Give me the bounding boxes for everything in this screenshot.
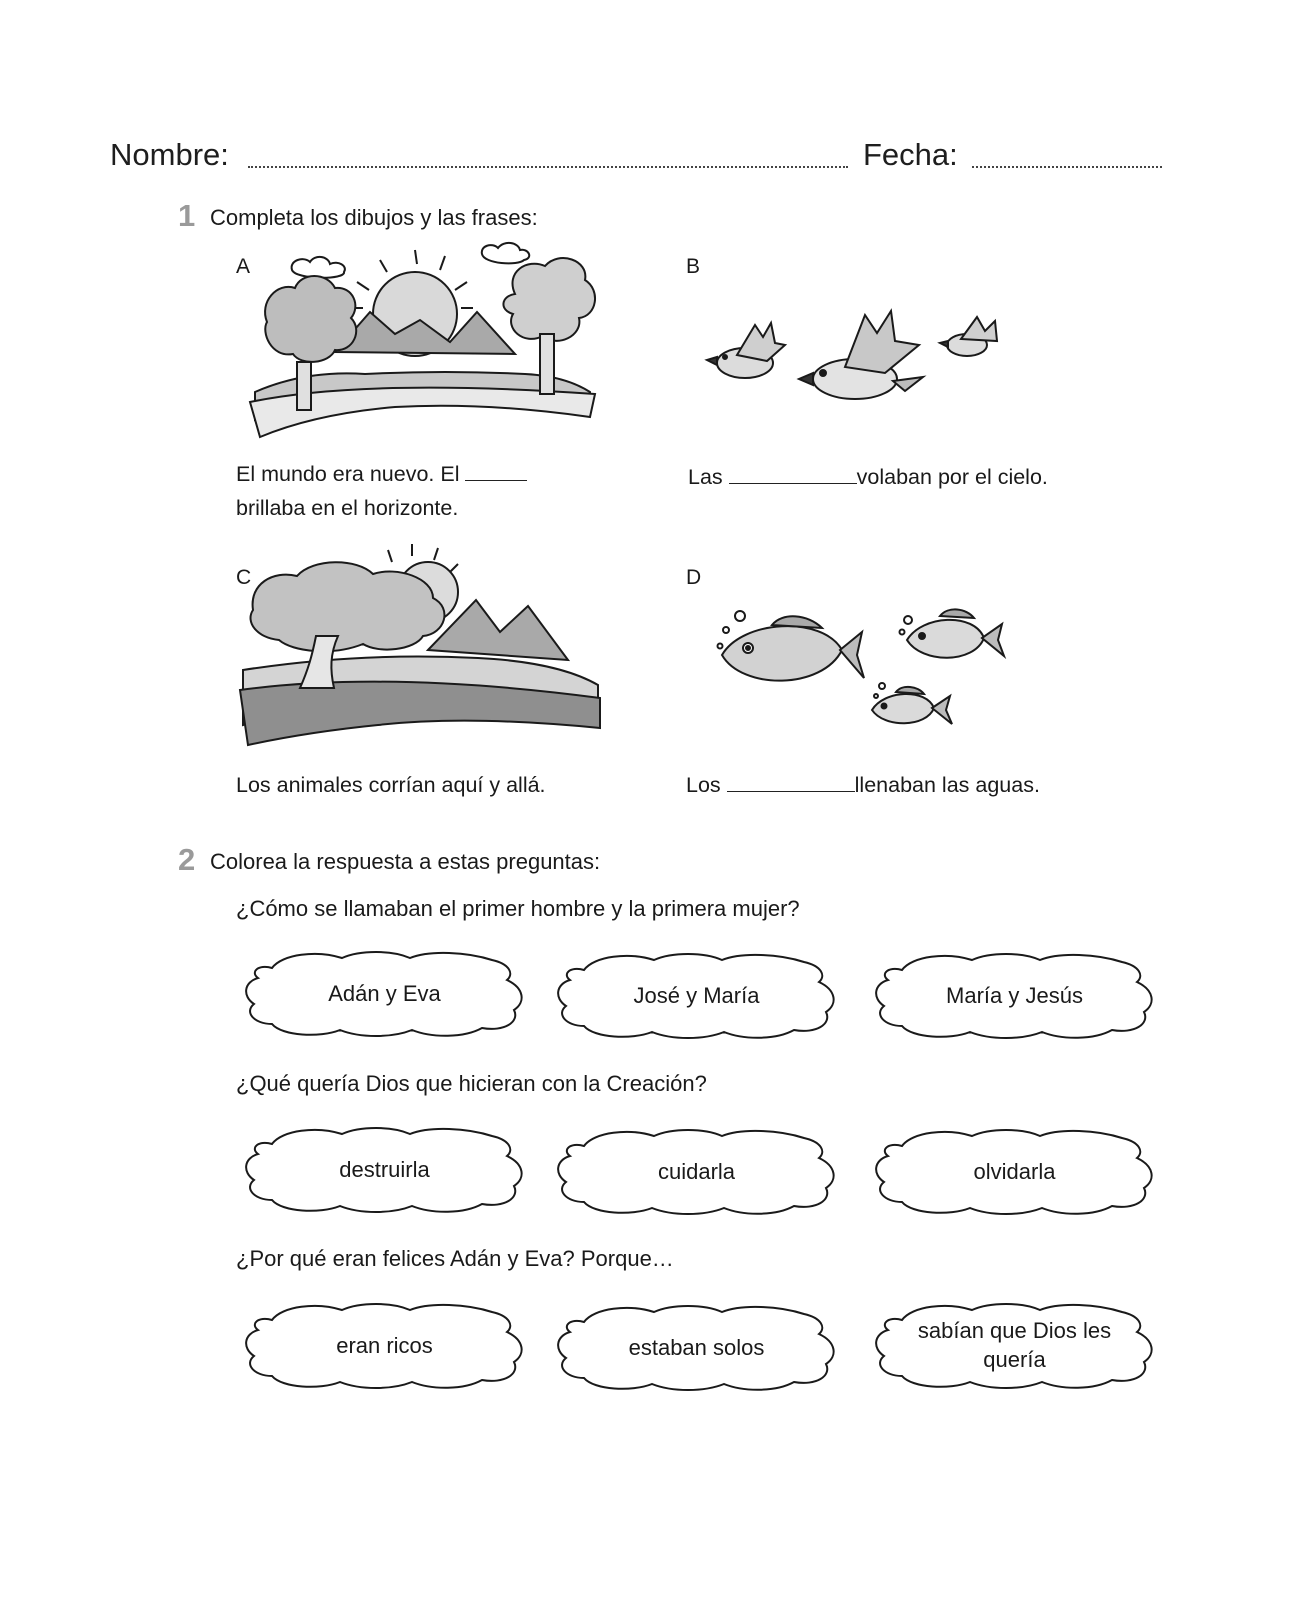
panel-a-letter: A <box>236 255 251 278</box>
answer-label: cuidarla <box>657 1158 736 1184</box>
exercise-2-number: 2 <box>178 842 196 877</box>
question-2-text: ¿Qué quería Dios que hicieran con la Creación? <box>236 1071 707 1096</box>
exercise-1-instruction: Completa los dibujos y las frases: <box>210 205 538 230</box>
panel-a-blank[interactable] <box>465 458 527 481</box>
panel-d-letter: D <box>686 566 702 589</box>
panel-a-sentence-line2: brillaba en el horizonte. <box>236 496 459 520</box>
question-1-text: ¿Cómo se llamaban el primer hombre y la primera mujer? <box>236 896 800 921</box>
sun-landscape-picture <box>245 242 600 437</box>
answer-label: eran ricos <box>336 1332 433 1358</box>
answer-label: destruirla <box>339 1156 430 1182</box>
panel-d-sentence <box>686 768 1040 802</box>
answer-cloud-3-2[interactable] <box>554 1302 839 1392</box>
answer-cloud-2-2[interactable] <box>554 1126 839 1216</box>
answer-label: sabían que Dios les quería <box>917 1318 1112 1372</box>
answer-label: María y Jesús <box>946 982 1083 1008</box>
panel-b-blank[interactable] <box>729 461 857 484</box>
answer-cloud-2-3[interactable] <box>872 1126 1157 1216</box>
exercise-2-instruction: Colorea la respuesta a estas preguntas: <box>210 849 601 874</box>
panel-d-blank[interactable] <box>727 769 855 792</box>
answer-cloud-1-1[interactable] <box>242 948 527 1038</box>
answer-label: José y María <box>633 982 760 1008</box>
name-label: Nombre: <box>110 137 229 172</box>
exercise-1-number: 1 <box>178 198 196 233</box>
panel-a-sentence-line1 <box>236 457 527 491</box>
tree-landscape-picture <box>238 540 603 750</box>
date-field[interactable] <box>972 166 1162 168</box>
panel-b-letter: B <box>686 255 701 278</box>
answer-cloud-3-3[interactable] <box>872 1300 1157 1390</box>
answer-cloud-1-2[interactable] <box>554 950 839 1040</box>
panel-b-text-after: volaban por el cielo. <box>856 465 1048 489</box>
answer-label: olvidarla <box>973 1158 1056 1184</box>
answer-cloud-2-1[interactable] <box>242 1124 527 1214</box>
name-field[interactable] <box>248 166 848 168</box>
panel-a-text-before: El mundo era nuevo. El <box>236 462 460 486</box>
answer-cloud-1-3[interactable] <box>872 950 1157 1040</box>
fish-picture <box>712 600 1012 740</box>
answer-label: Adán y Eva <box>328 980 441 1006</box>
panel-d-text-before: Los <box>686 773 721 797</box>
panel-b-text-before: Las <box>688 465 723 489</box>
panel-d-text-after: llenaban las aguas. <box>854 773 1040 797</box>
panel-c-letter: C <box>236 566 252 589</box>
panel-c-sentence: Los animales corrían aquí y allá. <box>236 773 546 797</box>
question-3-text: ¿Por qué eran felices Adán y Eva? Porque… <box>236 1246 674 1271</box>
birds-picture <box>705 305 1010 415</box>
answer-cloud-3-1[interactable] <box>242 1300 527 1390</box>
answer-label: estaban solos <box>628 1334 765 1360</box>
panel-b-sentence <box>688 460 1048 494</box>
date-label: Fecha: <box>863 137 958 172</box>
